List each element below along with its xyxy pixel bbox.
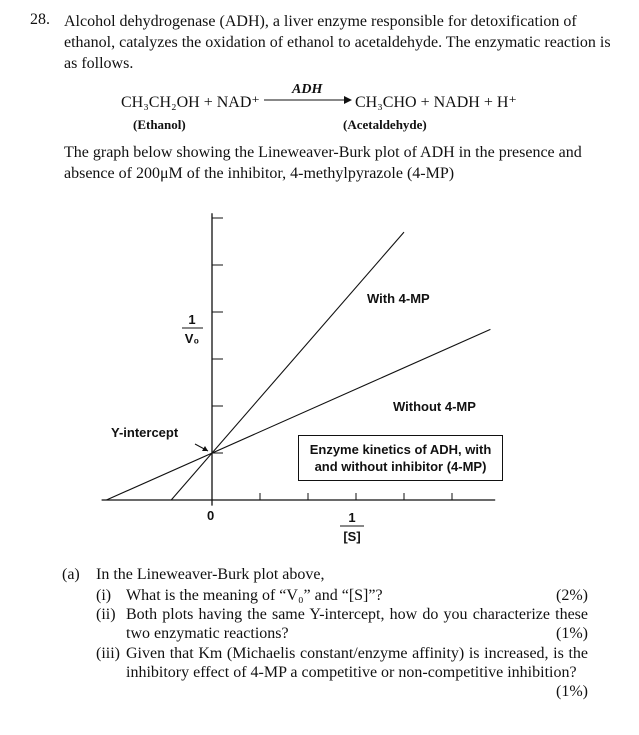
x-ticks	[260, 493, 452, 500]
item-roman-iii: (iii)	[96, 645, 120, 662]
item-marks-iii: (1%)	[556, 683, 588, 700]
enzyme-label: ADH	[292, 82, 323, 97]
y-intercept-label: Y-intercept	[111, 425, 179, 440]
item-marks-i: (2%)	[556, 587, 588, 604]
chart-title-line2: and without inhibitor (4-MP)	[314, 459, 487, 474]
series-label-with-4mp: With 4-MP	[367, 291, 430, 306]
equation-reactants: CH₃CH₂OH + NAD⁺	[121, 94, 260, 111]
chart-title-box	[298, 435, 503, 481]
equation-products: CH₃CHO + NADH + H⁺	[355, 94, 517, 111]
graph-intro: The graph below showing the Lineweaver-Burk plot of ADH in the presence and absence of 200μM of the inhibitor, 4-methylpyrazole (4-MP)	[64, 144, 582, 182]
chart-title-line1: Enzyme kinetics of ADH, with	[309, 442, 492, 457]
x-label-denominator: [S]	[343, 529, 361, 544]
item-marks-ii: (1%)	[556, 625, 588, 642]
question-item-i	[96, 586, 588, 605]
x-label-numerator: 1	[348, 510, 356, 525]
acetaldehyde-label: (Acetaldehyde)	[343, 117, 427, 132]
question-number: 28.	[30, 11, 50, 28]
y-ticks	[212, 218, 223, 453]
ethanol-label: (Ethanol)	[133, 117, 186, 132]
item-text-ii: Both plots having the same Y-intercept, how do you characterize these two enzymatic reactions?	[126, 606, 588, 642]
part-a-intro: In the Lineweaver-Burk plot above,	[96, 566, 325, 583]
question-item-ii	[96, 605, 588, 643]
item-roman-ii: (ii)	[96, 606, 116, 623]
y-label-numerator: 1	[188, 312, 196, 327]
item-roman-i: (i)	[96, 587, 112, 604]
item-text-i: What is the meaning of “V₀” and “[S]”?	[126, 587, 383, 604]
question-item-iii	[96, 644, 588, 701]
question-intro: Alcohol dehydrogenase (ADH), a liver enzyme responsible for detoxification of ethanol, catalyzes the oxidation of ethanol to acetaldehyde. The enzymatic reaction is as follows.	[64, 13, 611, 72]
series-label-without-4mp: Without 4-MP	[393, 399, 476, 414]
y-label-denominator: V₀	[184, 331, 200, 346]
part-a-label: (a)	[62, 566, 80, 583]
item-text-iii: Given that Km (Michaelis constant/enzyme affinity) is increased, is the inhibitory effect of 4-MP a competitive or non-competitive inhibition?	[126, 645, 588, 681]
origin-label: 0	[207, 508, 215, 523]
